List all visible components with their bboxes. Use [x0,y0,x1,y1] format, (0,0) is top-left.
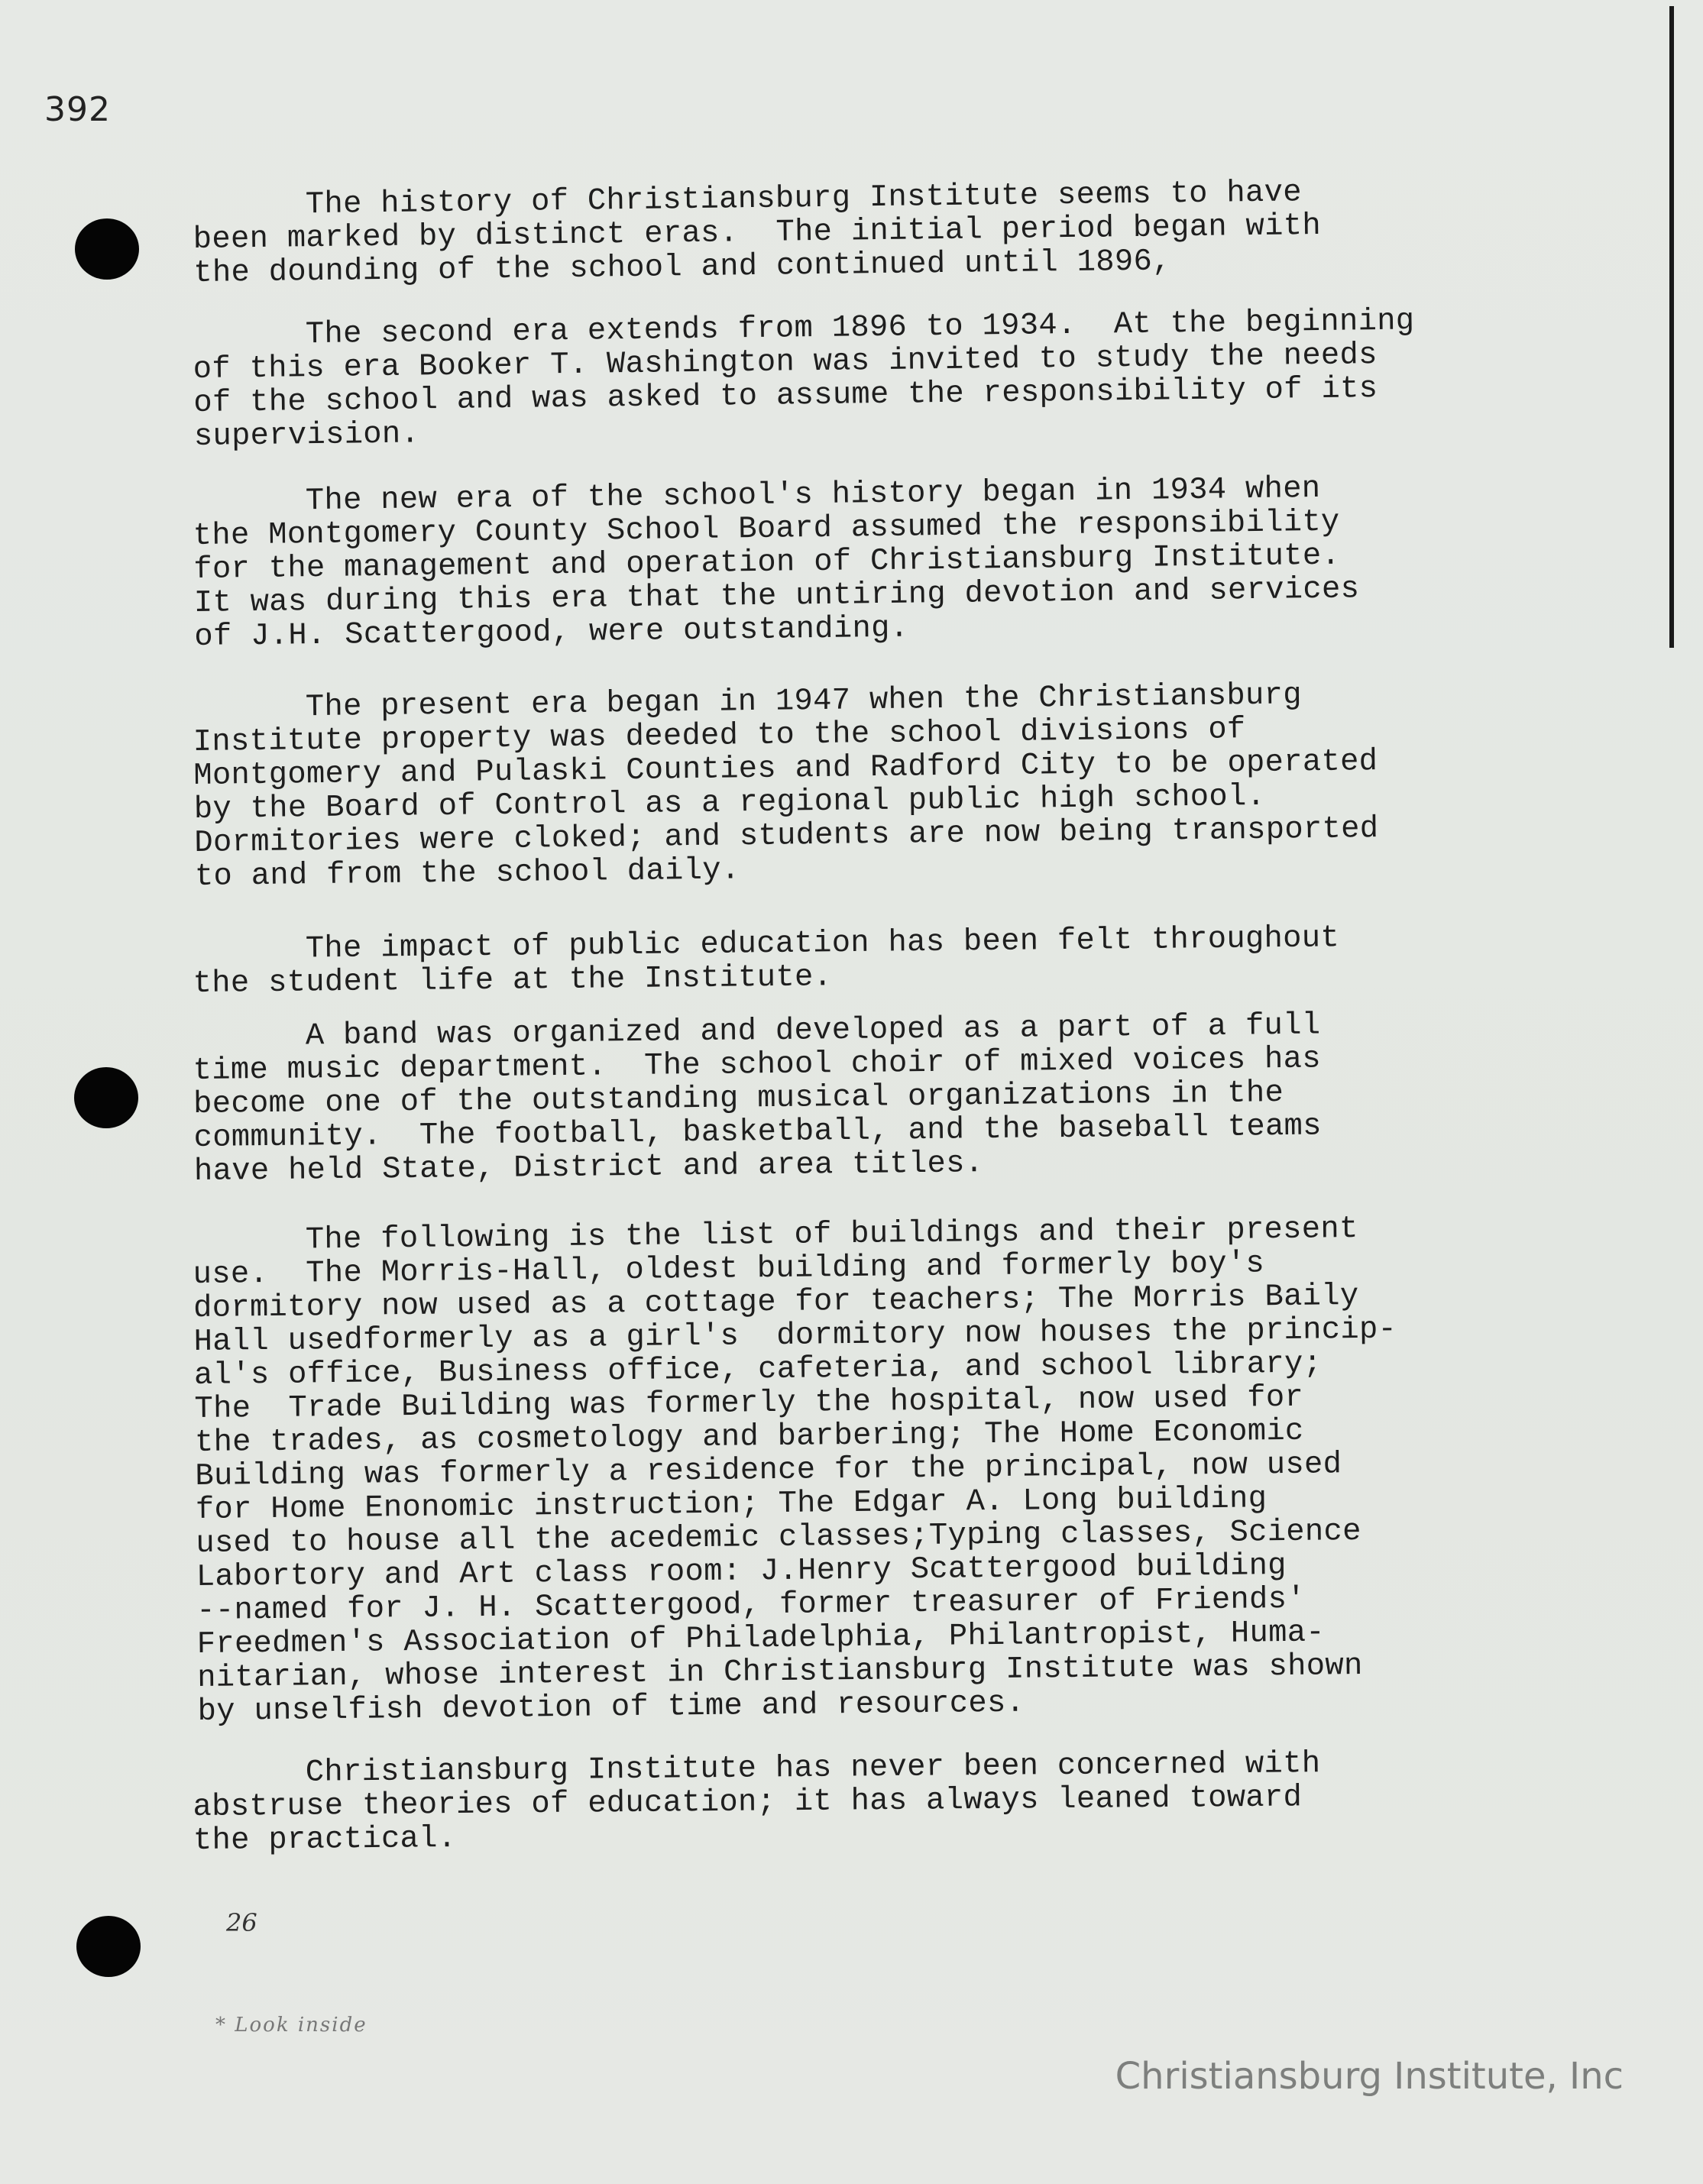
page-edge-shadow [1669,6,1674,648]
punch-hole-middle [74,1067,138,1128]
page-number: 392 [44,90,111,129]
paragraph-new-era: The new era of the school's history began in 1934 when the Montgomery County School Board assumed the responsibility for the management and operation of Christiansburg Institute. It was during this era that the untiring devotion and services of J.H. Scattergood, were outstanding. [192,471,1360,655]
paragraph-buildings-list: The following is the list of buildings and their present use. The Morris-Hall, oldest building and formerly boy's dormitory now used as a cottage for teachers; The Morris Baily Hall usedformerly as a girl's dormitory now houses the princip- al's office, Business office, cafeteria, and school library; The Trade Building was formerly the hospital, now used for the trades, as cosmetology and barbering; The Home Economic Building was formerly a residence for the principal, now used for Home Enonomic instruction; The Edgar A. Long building used to house all the acedemic classes;Typing classes, Science Labortory and Art class room: J.Henry Scattergood building --named for J. H. Scattergood, former treasurer of Friends' Freedmen's Association of Philadelphia, Philantropist, Huma- nitarian, whose interest in Christiansburg Institute was shown by unselfish devotion of time and resources. [192,1212,1397,1729]
punch-hole-top [75,218,139,280]
paragraph-eras-intro: The history of Christiansburg Institute seems to have been marked by distinct eras. The initial period began with the dounding of the school and continued until 1896, [192,175,1322,291]
handwritten-initials: 26 [226,1908,257,1937]
paragraph-second-era: The second era extends from 1896 to 1934. At the beginning of this era Booker T. Washington was invited to study the needs of the school and was asked to assume the responsibility of its supervision. [192,303,1415,455]
handwritten-note: * Look inside [215,2014,367,2037]
paragraph-band-and-teams: A band was organized and developed as a part of a full time music department. The school choir of mixed voices has become one of the outstanding musical organizations in the community. The football, basketball, and the baseball teams have held State, District and area titles. [192,1008,1323,1189]
punch-hole-bottom [76,1916,141,1977]
paragraph-public-education: The impact of public education has been felt throughout the student life at the Institute. [192,921,1340,1001]
paragraph-present-era: The present era began in 1947 when the Christiansburg Institute property was deeded to the school divisions of Montgomery and Pulaski Counties and Radford City to be operated by the Board of Control as a regional public high school. Dormitories were cloked; and students are now being transported to and from the school daily. [192,678,1379,895]
paragraph-practical: Christiansburg Institute has never been concerned with abstruse theories of education; it has always leaned toward the practical. [192,1746,1321,1859]
source-watermark: Christiansburg Institute, Inc [1115,2055,1624,2098]
